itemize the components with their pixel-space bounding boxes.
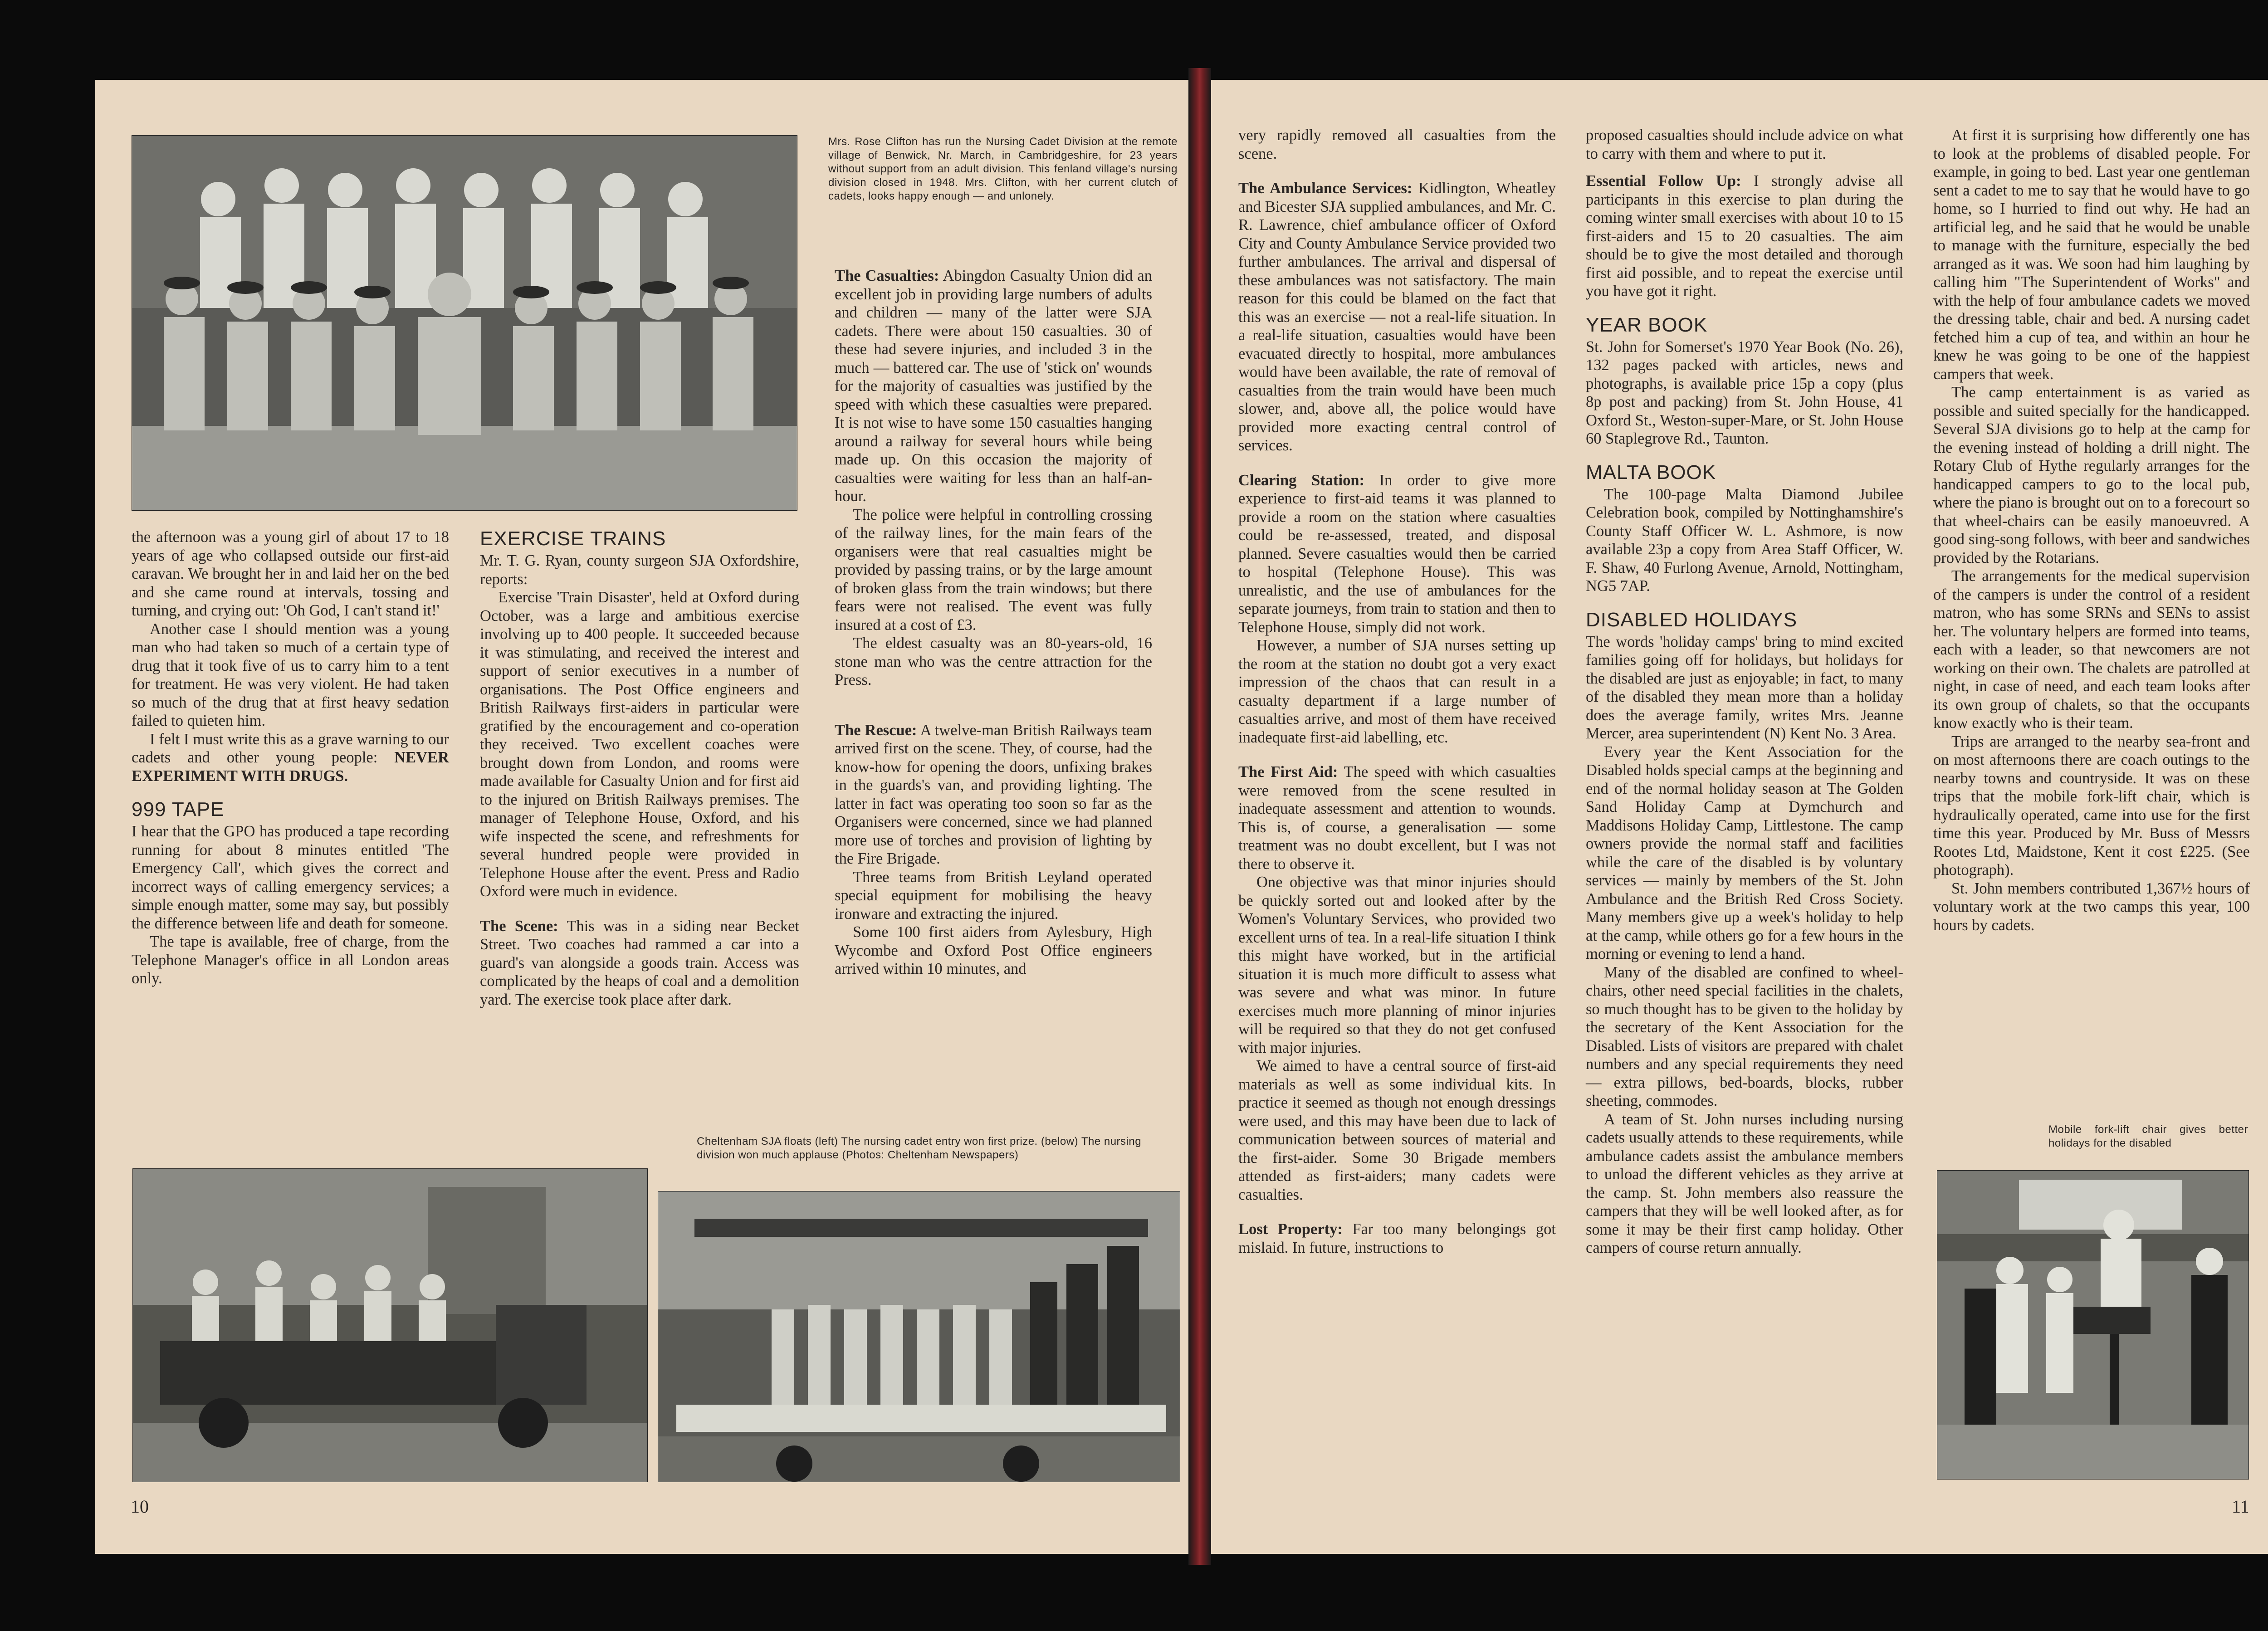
body-paragraph: Exercise 'Train Disaster', held at Oxford during October, was a large and ambitious exercise involving up to 400 people. It succeeded because it was stimulating, and received the interest and support of senior executives in a number of organisations. The Post Office engineers and British Railways first-aiders in particular were gratified by the encouragement and co-operation they received. Two excellent coaches were brought down from London, and rooms were made available for Casualty Union and for first aid to the injured on British Railways premises. The manager of Telephone House, Oxford, and his wife inspected the scene, and refreshments for several hundred people were provided in Telephone House after the event. Press and Radio Oxford were much in evidence. xyxy=(480,589,799,900)
section-heading-999-tape: 999 TAPE xyxy=(132,798,225,820)
body-paragraph: We aimed to have a central source of first-aid materials as well as some individual kits. In practice it seemed as though not enough dressings were used, and this may have been due to lack of communication between sources of material and the first-aider. Some 30 Brigade members attended as first-aiders; many cadets were casualties. xyxy=(1238,1057,1556,1203)
body-paragraph: I hear that the GPO has produced a tape recording running for about 8 minutes entitled 'The Emergency Call', which gives the correct and incorrect ways of calling emergency services; a simple enough matter, some may say, but possibly the difference between life and death for someone. xyxy=(132,823,449,932)
body-paragraph: The tape is available, free of charge, from the Telephone Manager's office in all London areas only. xyxy=(132,933,449,987)
body-paragraph: very rapidly removed all casualties from the scene. xyxy=(1238,127,1556,162)
body-paragraph: St. John for Somerset's 1970 Year Book (No. 26), 132 pages packed with articles, news and photographs, is available price 15p a copy (plus 8p post and packing) from St. John House, 41 Oxford St., Weston-super-Mare, or St. John House 60 Staplegrove Rd., Taunton. xyxy=(1586,338,1903,447)
body-paragraph: However, a number of SJA nurses setting up the room at the station no doubt got a very exact impression of the chaos that can result in a casualty department if a large number of casualties arrive, and most of them have received inadequate first-aid labelling, etc. xyxy=(1238,637,1556,746)
left-page-column-1 xyxy=(132,528,449,988)
body-paragraph xyxy=(835,267,1152,506)
body-paragraph xyxy=(1238,763,1556,873)
right-page-column-1 xyxy=(1238,126,1556,1257)
body-paragraph: The words 'holiday camps' bring to mind excited families going off for holidays, but holidays for the disabled are just as enjoyable; in fact, to many of the disabled they mean more than a holiday does the average family, writes Mrs. Jeanne Mercer, area superintendent (N) Kent No. 3 Area. xyxy=(1586,633,1903,742)
subhead-label: The Rescue: xyxy=(835,721,917,739)
left-page-column-2 xyxy=(480,528,799,1009)
body-paragraph: Mr. T. G. Ryan, county surgeon SJA Oxfordshire, reports: xyxy=(480,552,799,588)
subhead-label: The Scene: xyxy=(480,917,558,935)
body-paragraph xyxy=(1238,471,1556,637)
body-text: Abingdon Casualty Union did an excellent job in providing large numbers of adults and children — many of the latter were SJA cadets. There were about 150 casualties. 30 of these had severe injuries, and included 3 in the much — battered car. The use of 'stick on' wounds for the majority of casualties was justified by the speed with which these casualties were prepared. It is not wise to have some 150 casualties hanging around a railway for several hours while being made up. On this occasion the majority of casualties were waiting for less than an half-an-hour. xyxy=(835,267,1152,505)
fork-lift-chair-caption: Mobile fork-lift chair gives better holidays for the disabled xyxy=(2048,1123,2248,1149)
body-text: The speed with which casualties were removed from the scene resulted in inadequate assessment and attention to wounds. This is, of course, a generalisation — some treatment was no doubt excellent, but I was not there to observe it. xyxy=(1238,763,1556,873)
body-paragraph xyxy=(1586,172,1903,301)
cadet-group-photo xyxy=(132,135,797,511)
body-text: A twelve-man British Railways team arrived first on the scene. They, of course, had the know-how for opening the doors, unfixing brakes in the guards's van, and providing lighting. The latter in fact was operating too soon so far as the Organisers were concerned, since we had planned more use of torches and provision of lighting by the Fire Brigade. xyxy=(835,721,1152,867)
body-paragraph: Another case I should mention was a young man who had taken so much of a certain type of drug that it took five of us to carry him to a tent for treatment. He was very violent. He had taken so much of the drug that at first heavy sedation failed to quieten him. xyxy=(132,620,449,729)
subhead-label: The First Aid: xyxy=(1238,763,1338,781)
body-paragraph: Every year the Kent Association for the Disabled holds special camps at the beginning and end of the normal holiday season at The Golden Sand Holiday Camp at Dymchurch and Maddisons Holiday Camp, Littlestone. The camp owners provide the normal staff and facilities while the care of the disabled is by voluntary services — mainly by members of the St. John Ambulance and the British Red Cross Society. Many members give up a week's holiday to help at the camp, while others go for a few hours in the morning or evening to lend a hand. xyxy=(1586,743,1903,962)
body-text: In order to give more experience to first-aid teams it was planned to provide a room on the station where casualties could be re-assessed, treated, and disposal planned. Severe casualties would then be carried to hospital (Telephone House). This was unrealistic, and the use of ambulances for the separate journeys, from train to station and then to Telephone House, simply did not work. xyxy=(1238,471,1556,636)
body-paragraph: Trips are arranged to the nearby sea-front and on most afternoons there are coach outings to the nearby towns and countryside. It was on these trips that the mobile fork-lift chair, which is hydraulically operated, came into use for the first time this year. Produced by Mr. Buss of Messrs Rootes Ltd, Maidstone, Kent it cost £225. (See photograph). xyxy=(1933,732,2250,879)
page-number-left: 10 xyxy=(131,1496,149,1517)
binding-gutter xyxy=(1188,68,1211,1565)
fork-lift-chair-photo xyxy=(1937,1170,2249,1480)
subhead-label: The Casualties: xyxy=(835,267,939,284)
body-text: Kidlington, Wheatley and Bicester SJA supplied ambulances, and Mr. C. R. Lawrence, chief ambulance officer of Oxford City and County Ambulance Service provided two further ambulances. The arrival and dispersal of these ambulances was not satisfactory. The main reason for this could be blamed on the fact that this was an exercise — not a real-life situation. In a real-life situation, casualties would have been evacuated directly to hospital, more ambulances would have been available, the rate of removal of casualties from the train would have been much slower, and, above all, the police would have provided more exacting central control of services. xyxy=(1238,180,1556,454)
cadet-photo-caption: Mrs. Rose Clifton has run the Nursing Cadet Division at the remote village of Benwick, Nr. March, in Cambridgeshire, for 23 years without support from an adult division. This fenland village's nursing division closed in 1948. Mrs. Clifton, with her current clutch of cadets, looks happy enough — and unlonely. xyxy=(828,136,1178,202)
body-paragraph xyxy=(835,721,1152,868)
drugs-warning: NEVER EXPERIMENT WITH DRUGS. xyxy=(132,749,449,785)
right-page-column-3 xyxy=(1933,126,2250,934)
body-paragraph: The eldest casualty was an 80-years-old, 16 stone man who was the centre attraction for the Press. xyxy=(835,635,1152,689)
right-page-column-2 xyxy=(1586,126,1903,1257)
section-heading-year-book: YEAR BOOK xyxy=(1586,313,1708,336)
body-paragraph: One objective was that minor injuries should be quickly sorted out and looked after by the Women's Voluntary Services, who provided two excellent urns of tea. In a real-life situation I think this might have worked, but in the artificial situation it is much more difficult to assess what was severe and what was minor. In future exercises much more planning of minor injuries will be required so that they do not get confused with major injuries. xyxy=(1238,874,1556,1056)
subhead-label: Lost Property: xyxy=(1238,1221,1343,1238)
body-text: This was in a siding near Becket Street. Two coaches had rammed a car into a guard's van alongside a goods train. Access was complicated by the heaps of coal and a demolition yard. The exercise took place after dark. xyxy=(480,917,799,1008)
subhead-label: Essential Follow Up: xyxy=(1586,172,1741,190)
floats-photo-caption: Cheltenham SJA floats (left) The nursing cadet entry won first prize. (below) The nursing division won much applause (Photos: Cheltenham Newspapers) xyxy=(697,1135,1142,1161)
body-paragraph: The 100-page Malta Diamond Jubilee Celebration book, compiled by Nottinghamshire's County Staff Officer W. L. Ashmore, is now available 23p a copy from Area Staff Officer, W. F. Shaw, 40 Furlong Avenue, Arnold, Nottingham, NG5 7AP. xyxy=(1586,485,1903,595)
body-paragraph: The arrangements for the medical supervision of the campers is under the control of a resident matron, who has some SRNs and SENs to assist her. The voluntary helpers are formed into teams, each with a leader, so that newcomers are not working on their own. The chalets are patrolled at night, in case of need, and each team looks after its own group of chalets, so that the occupants know exactly who is their team. xyxy=(1933,567,2250,732)
nursing-cadet-float-photo xyxy=(132,1168,648,1482)
body-paragraph: Three teams from British Leyland operated special equipment for mobilising the heavy ironware and extracting the injured. xyxy=(835,868,1152,923)
body-paragraph: Some 100 first aiders from Aylesbury, High Wycombe and Oxford Post Office engineers arrived within 10 minutes, and xyxy=(835,923,1152,977)
body-paragraph xyxy=(1238,179,1556,455)
body-paragraph xyxy=(132,730,449,786)
body-text: I strongly advise all participants in this exercise to plan during the coming winter small exercises with about 10 to 15 first-aiders and 15 to 20 casualties. The aim should be to give the most detailed and thorough first aid possible, and to repeat the exercise until you have got it right. xyxy=(1586,172,1903,300)
page-number-right: 11 xyxy=(2232,1496,2249,1517)
section-heading-exercise-trains: EXERCISE TRAINS xyxy=(480,527,666,550)
subhead-label: The Ambulance Services: xyxy=(1238,180,1413,197)
body-paragraph: The camp entertainment is as varied as possible and suited specially for the handicapped. Several SJA divisions go to help at the camp for the evening instead of holding a drill night. The Rotary Club of Hythe regularly arranges for the handicapped campers to go to the local pub, where the piano is brought out on to a forecourt so that wheel-chairs can be easily manoeuvred. A good sing-song follows, with beer and sandwiches provided by the Rotarians. xyxy=(1933,384,2250,566)
nursing-division-float-photo xyxy=(658,1191,1180,1482)
body-paragraph xyxy=(480,917,799,1009)
subhead-label: Clearing Station: xyxy=(1238,471,1364,489)
body-text: I felt I must write this as a grave warning to our cadets and other young people: xyxy=(132,730,449,766)
body-paragraph: proposed casualties should include advice on what to carry with them and where to put it. xyxy=(1586,127,1903,162)
left-page-column-3 xyxy=(835,267,1152,978)
section-heading-malta-book: MALTA BOOK xyxy=(1586,461,1716,483)
body-paragraph: A team of St. John nurses including nursing cadets usually attends to these requirements, while ambulance cadets assist the ambulance members to unload the different vehicles as they arrive at the camp. St. John members also reassure the campers that they will be well looked after, as for some it may be their first camp holiday. Other campers of course return annually. xyxy=(1586,1110,1903,1256)
body-paragraph: Many of the disabled are confined to wheel-chairs, other need special facilities in the chalets, so much thought has to be given to the holiday by the secretary of the Kent Association for the Disabled. Lists of visitors are prepared with chalet numbers and any special requirements they need — extra pillows, bed-boards, blocks, rubber sheeting, commodes. xyxy=(1586,963,1903,1109)
body-paragraph: At first it is surprising how differently one has to look at the problems of disabled people. For example, in going to bed. Last year one gentleman sent a cadet to me to say that he would have to go home, so I hurried to find out why. He had an artificial leg, and he said that he would be unable to manage with the furniture, especially the bed arranged as it was. We soon had him laughing by calling him "The Superintendent of Works" and with the help of four ambulance cadets we moved the dressing table, chair and bed. A nursing cadet fetched him a cup of tea, and within an hour he knew he was going to be one of the happiest campers that week. xyxy=(1933,127,2250,383)
body-text: Far too many belongings got mislaid. In future, instructions to xyxy=(1238,1221,1556,1256)
body-paragraph: The police were helpful in controlling crossing of the railway lines, for the main fears of the organisers were that real casualties might be provided by passing trains, or by the large amount of broken glass from the train windows; but there fears were not realised. The event was fully insured at a cost of £3. xyxy=(835,506,1152,634)
body-paragraph: St. John members contributed 1,367½ hours of voluntary work at the two camps this year, 100 hours by cadets. xyxy=(1933,879,2250,934)
body-paragraph: the afternoon was a young girl of about 17 to 18 years of age who collapsed outside our first-aid caravan. We brought her in and laid her on the bed and she came round at intervals, tossing and turning, and crying out: 'Oh God, I can't stand it!' xyxy=(132,528,449,619)
body-paragraph xyxy=(1238,1220,1556,1257)
section-heading-disabled-holidays: DISABLED HOLIDAYS xyxy=(1586,608,1798,631)
